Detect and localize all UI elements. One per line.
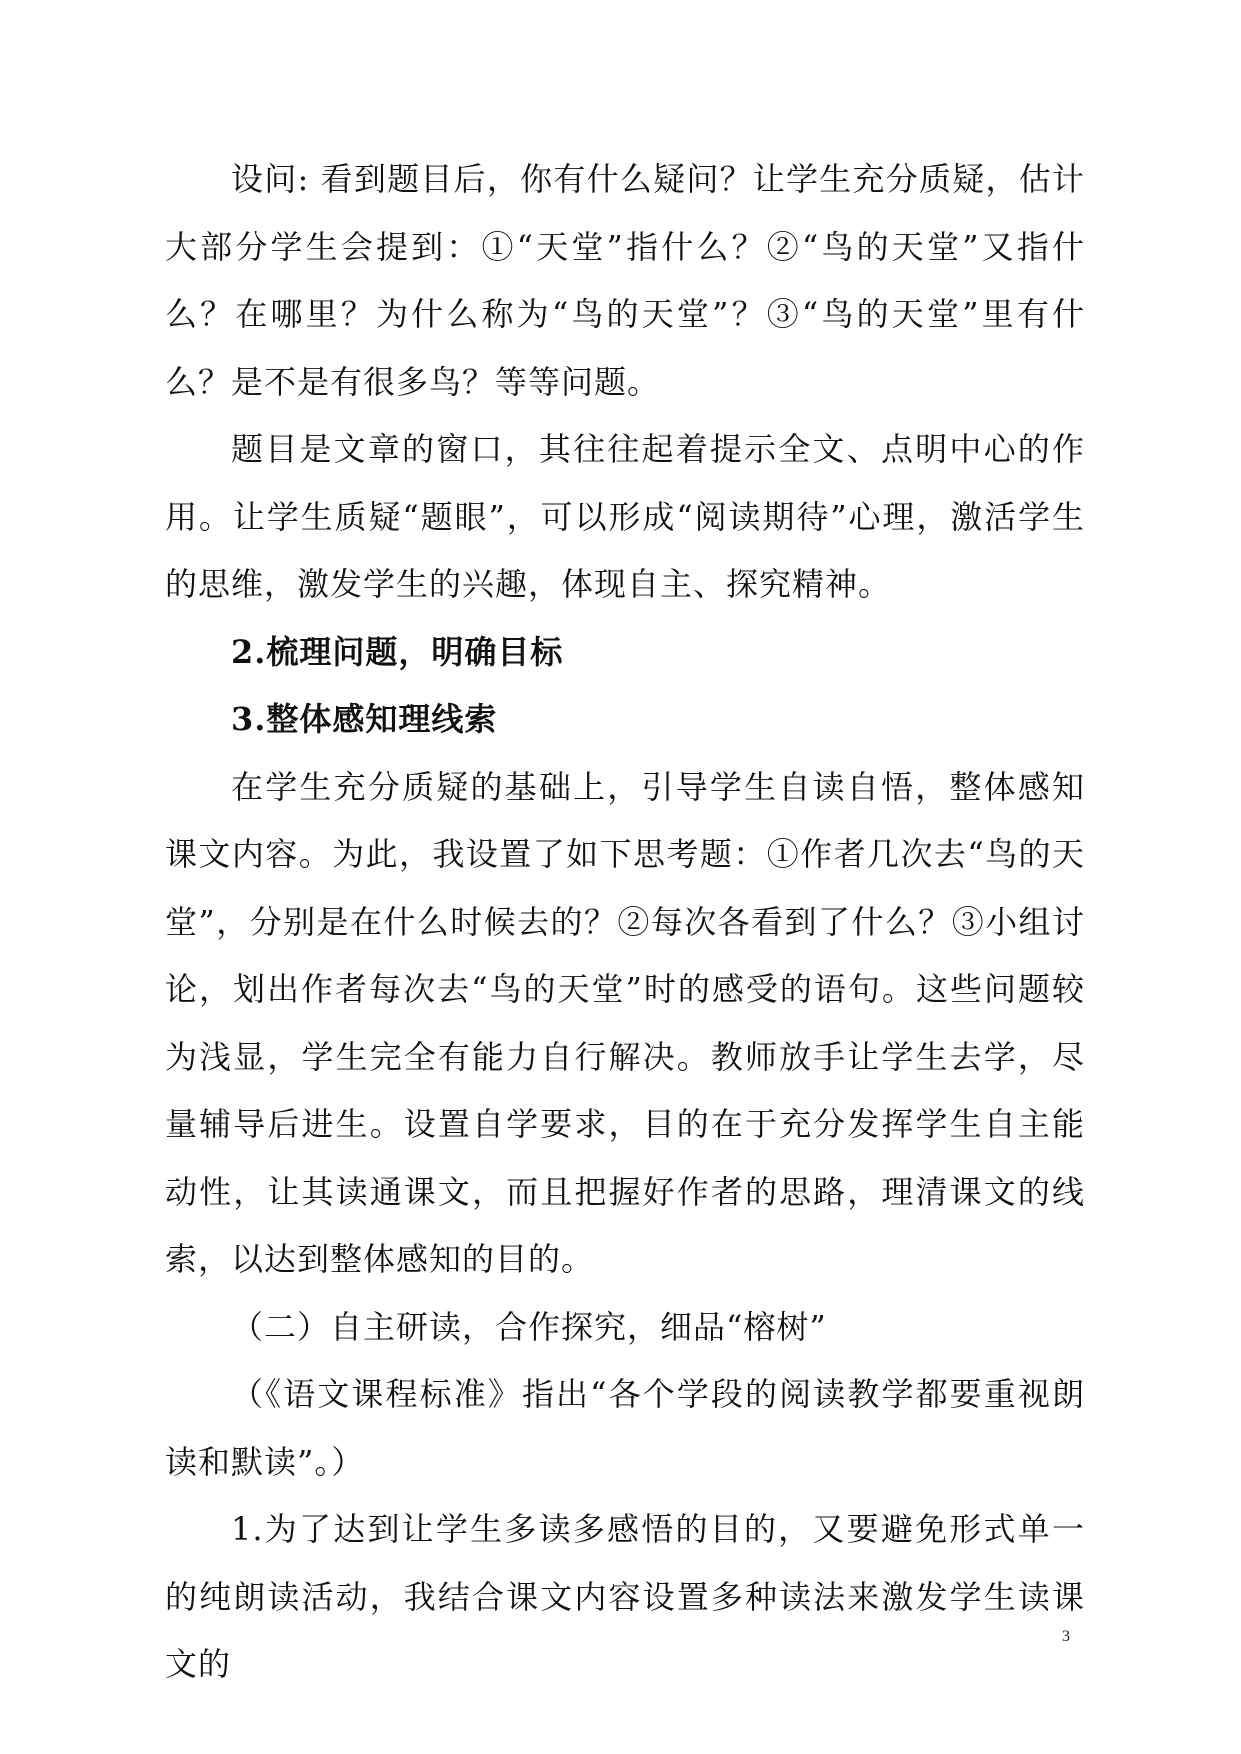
heading-overall-perception: 3.整体感知理线索 [231, 700, 498, 738]
paragraph-title-role: 题目是文章的窗口，其往往起着提示全文、点明中心的作用。让学生质疑“题眼”，可以形成“阅读期待”心理，激活学生的思维，激发学生的兴趣，体现自主、探究精神。 [165, 430, 1085, 603]
body-text [165, 146, 1085, 1699]
paragraph-self-reading: 在学生充分质疑的基础上，引导学生自读自悟，整体感知课文内容。为此，我设置了如下思考题：①作者几次去“鸟的天堂”，分别是在什么时候去的？②每次各看到了什么？③小组讨论，划出作者每次去“鸟的天堂”时的感受的语句。这些问题较为浅显，学生完全有能力自行解决。教师放手让学生去学，尽量辅导后进生。设置自学要求，目的在于充分发挥学生自主能动性，让其读通课文，而且把握好作者的思路，理清课文的线索，以达到整体感知的目的。 [165, 767, 1085, 1278]
heading-sort-questions: 2.梳理问题，明确目标 [231, 632, 564, 671]
paragraph-curriculum-standard-note: （《语文课程标准》指出“各个学段的阅读教学都要重视朗读和默读”。） [165, 1375, 1085, 1481]
section-heading-autonomous-study: （二）自主研读，合作探究，细品“榕树” [231, 1307, 827, 1346]
paragraph-question-prompt: 设问: 看到题目后，你有什么疑问？让学生充分质疑，估计大部分学生会提到：①“天堂”指什么？②“鸟的天堂”又指什么？在哪里？为什么称为“鸟的天堂”？③“鸟的天堂”里有什么？是不是有很多鸟？等等问题。 [165, 160, 1085, 401]
page-number: 3 [1062, 1628, 1070, 1645]
paragraph-reading-methods: 1.为了达到让学生多读多感悟的目的，又要避免形式单一的纯朗读活动，我结合课文内容设置多种读法来激发学生读课文的 [165, 1510, 1085, 1683]
